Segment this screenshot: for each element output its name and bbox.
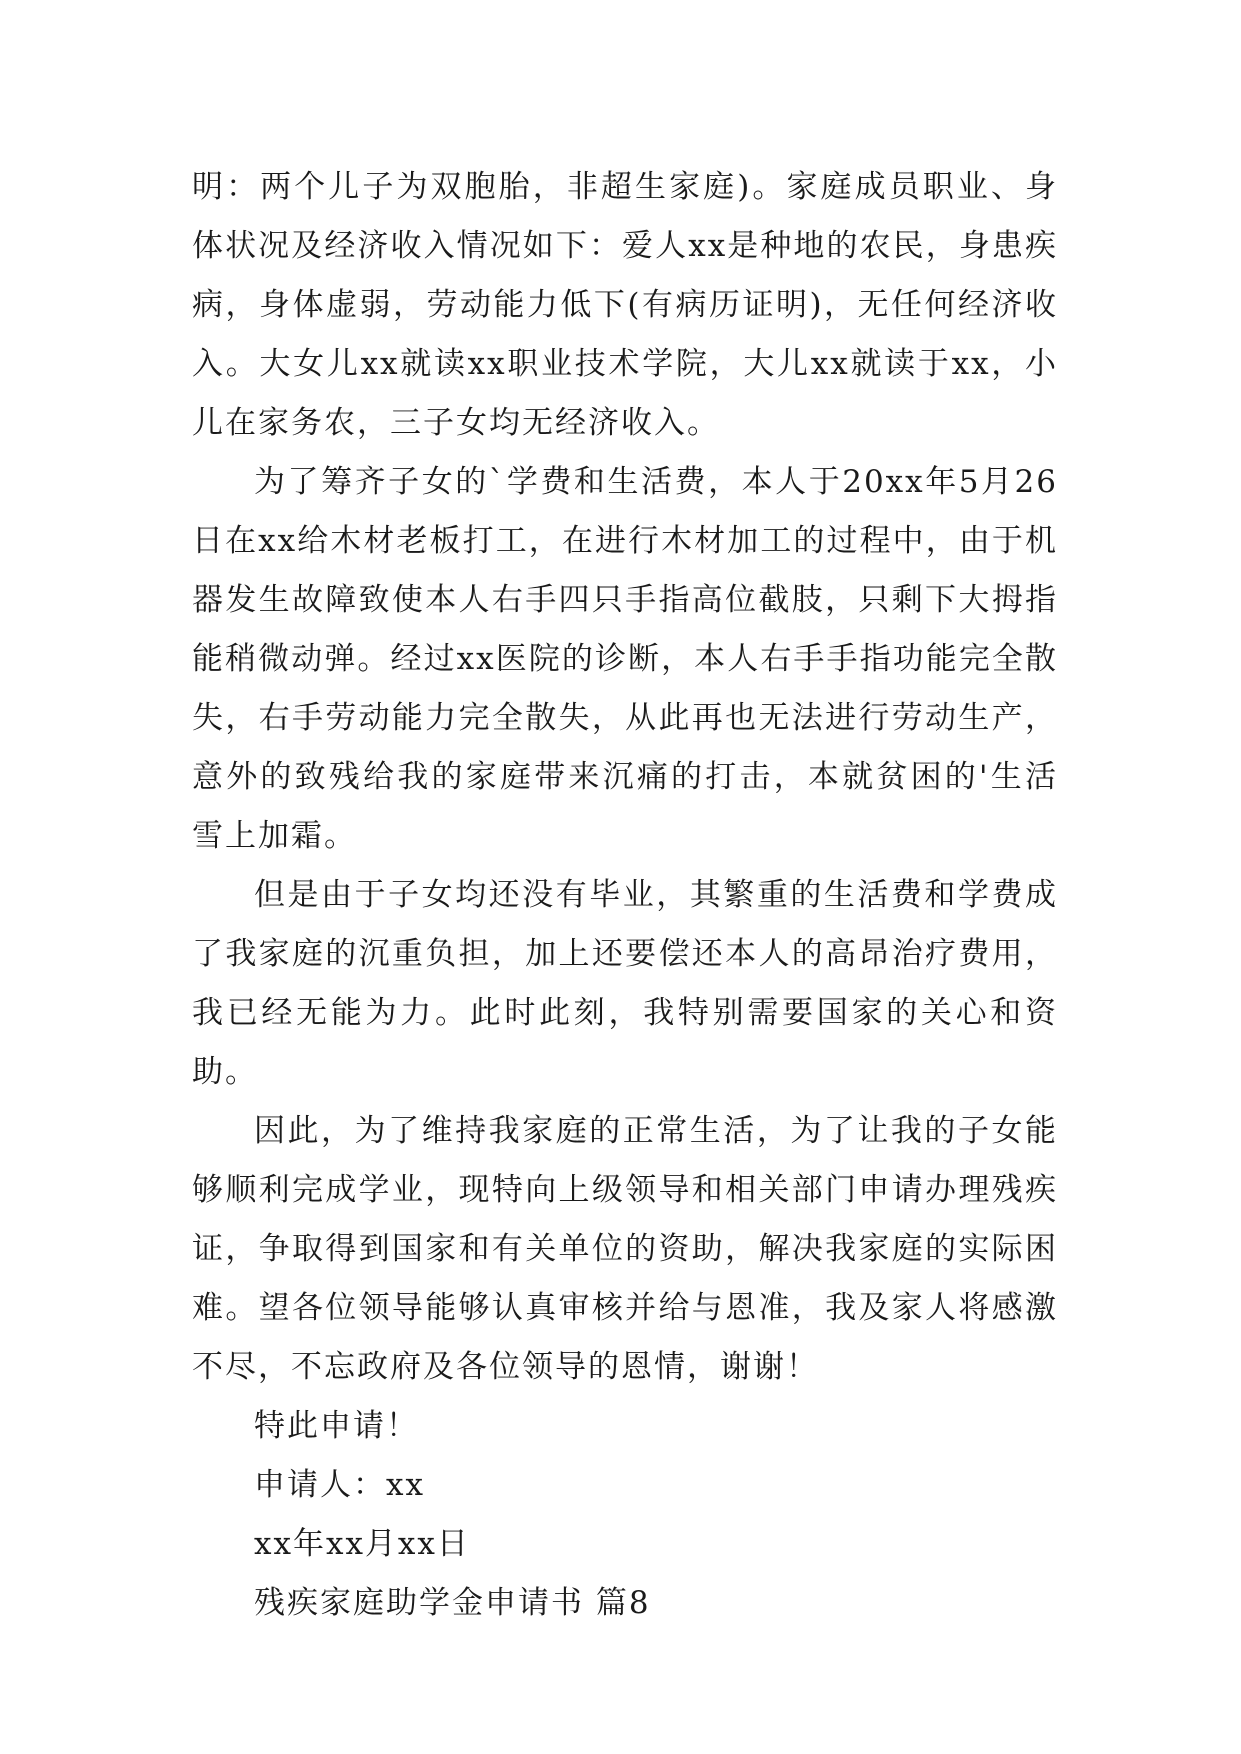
date-line: xx年xx月xx日 — [254, 1526, 470, 1562]
next-section-heading: 残疾家庭助学金申请书 篇8 — [254, 1585, 651, 1621]
paragraph-burden: 但是由于子女均还没有毕业，其繁重的生活费和学费成了我家庭的沉重负担，加上还要偿还本人的高昂治疗费用，我已经无能为力。此时此刻，我特别需要国家的关心和资助。 — [192, 877, 1058, 1090]
closing-line: 特此申请！ — [254, 1408, 419, 1444]
paragraph-request: 因此，为了维持我家庭的正常生活，为了让我的子女能够顺利完成学业，现特向上级领导和相关部门申请办理残疾证，争取得到国家和有关单位的资助，解决我家庭的实际困难。望各位领导能够认真审核并给与恩准，我及家人将感激不尽，不忘政府及各位领导的恩情，谢谢！ — [192, 1113, 1058, 1385]
document-body — [192, 158, 1058, 1633]
paragraph-accident: 为了筹齐子女的`学费和生活费，本人于20xx年5月26日在xx给木材老板打工，在进行木材加工的过程中，由于机器发生故障致使本人右手四只手指高位截肢，只剩下大拇指能稍微动弹。经过xx医院的诊断，本人右手手指功能完全散失，右手劳动能力完全散失，从此再也无法进行劳动生产，意外的致残给我的家庭带来沉痛的打击，本就贫困的'生活雪上加霜。 — [192, 464, 1058, 854]
paragraph-family-situation: 明：两个儿子为双胞胎，非超生家庭)。家庭成员职业、身体状况及经济收入情况如下：爱人xx是种地的农民，身患疾病，身体虚弱，劳动能力低下(有病历证明)，无任何经济收入。大女儿xx就读xx职业技术学院，大儿xx就读于xx，小儿在家务农，三子女均无经济收入。 — [192, 169, 1058, 441]
applicant-line: 申请人：xx — [254, 1467, 425, 1503]
